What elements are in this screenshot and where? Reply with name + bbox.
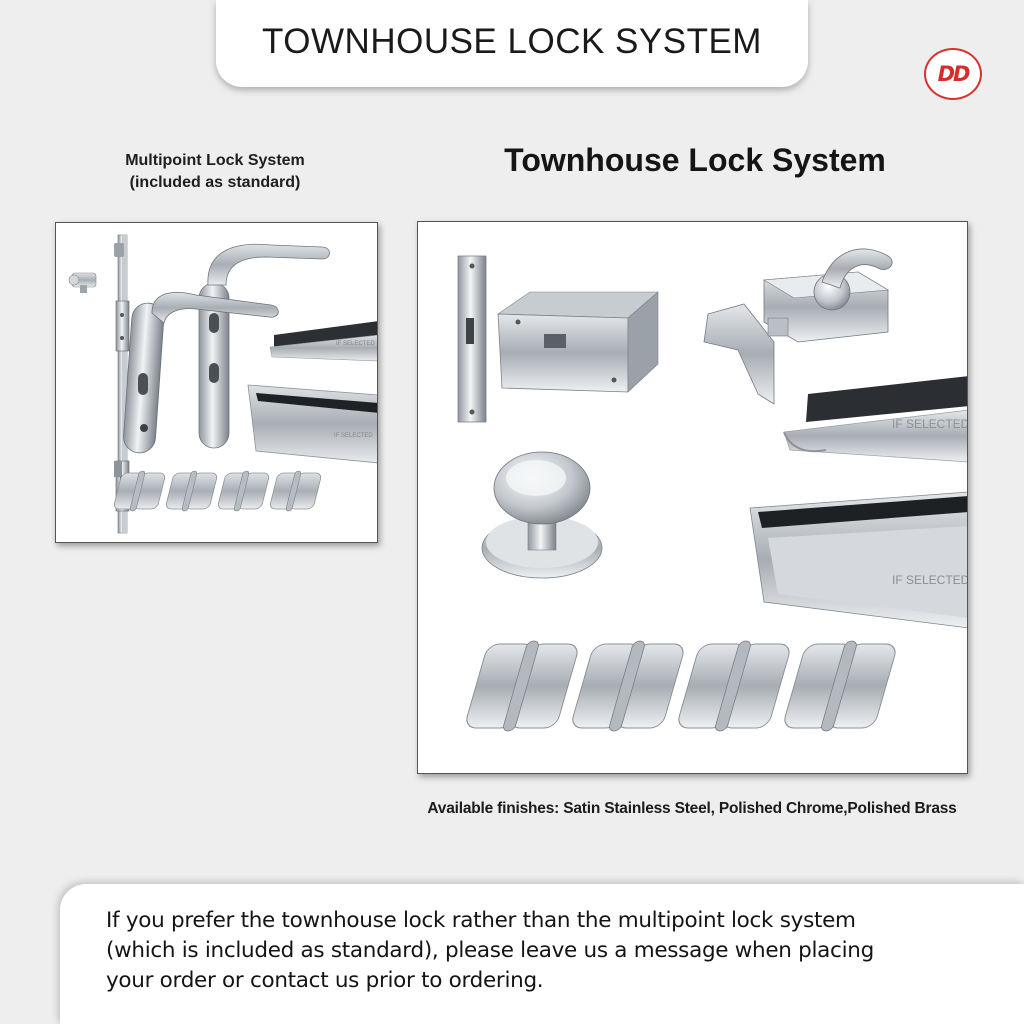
hinge-icon [464,641,580,731]
message-line3: your order or contact us prior to ordering. [106,968,544,993]
hinge-icon [165,471,218,511]
hinge-icon [113,471,166,511]
letterbox-tag: IF SELECTED [334,433,373,439]
threshold-icon [784,376,968,462]
threshold-icon [270,321,378,361]
mortice-lock-icon [458,256,658,422]
multipoint-caption [100,150,330,194]
message-card [60,884,1024,1024]
hinge-icon [269,471,322,511]
available-finishes: Available finishes: Satin Stainless Steel, Polished Chrome,Polished Brass [427,800,957,817]
message-line2: (which is included as standard), please leave us a message when placing [106,938,874,963]
hinge-icon [217,471,270,511]
page-title: TOWNHOUSE LOCK SYSTEM [262,21,762,61]
hinge-icon [570,641,686,731]
letterbox-tag: IF SELECTED [892,573,969,587]
multipoint-caption-line1: Multipoint Lock System [125,152,305,169]
door-knob-icon [482,452,602,578]
brand-logo [924,48,982,100]
townhouse-lock-image [417,221,968,774]
multipoint-lock-image [55,222,378,543]
letterbox-icon [248,385,378,463]
message-text [106,906,1004,996]
hinge-icon [676,641,792,731]
hinge-icon [782,641,898,731]
threshold-tag: IF SELECTED [892,417,969,431]
threshold-tag: IF SELECTED [336,341,375,347]
message-line1: If you prefer the townhouse lock rather than the multipoint lock system [106,908,856,933]
brand-logo-text: DD [937,62,969,86]
multipoint-caption-line2: (included as standard) [129,174,301,191]
letterbox-icon [750,492,968,628]
townhouse-title: Townhouse Lock System [504,142,886,178]
header-banner [216,0,808,87]
euro-cylinder-icon [69,273,96,293]
nightlatch-icon [704,249,892,404]
